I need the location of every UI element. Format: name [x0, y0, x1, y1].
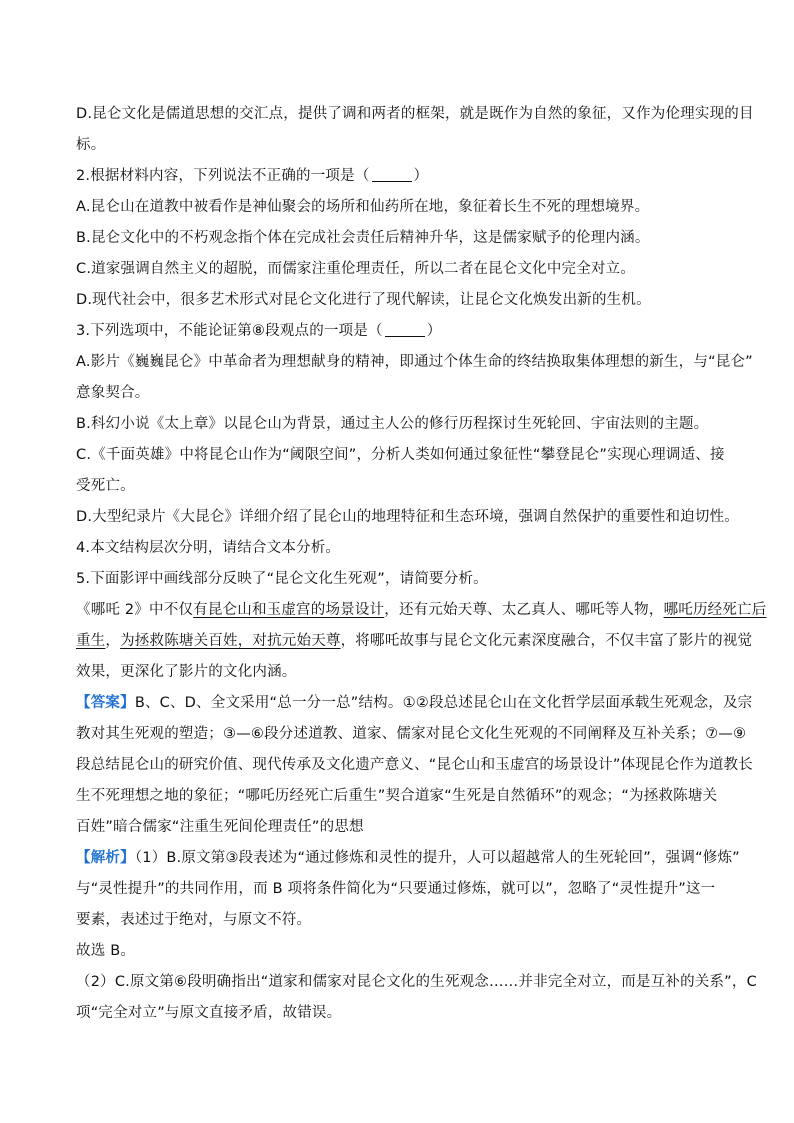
answer-line3: 段总结昆仑山的研究价值、现代传承及文化遗产意义、“昆仑山和玉虚宫的场景设计”体现昆仑作为道教长: [76, 757, 753, 773]
q5-l1-text-b: ，还有元始天尊、太乙真人、哪吒等人物，: [384, 602, 664, 618]
q3-option-b: B.科幻小说《太上章》以昆仑山为背景，通过主人公的修行历程探讨生死轮回、宇宙法则的主题。: [76, 416, 709, 432]
q4-stem: 4.本文结构层次分明，请结合文本分析。: [76, 540, 341, 556]
answer-line5: 百姓”暗合儒家“注重生死间伦理责任”的思想: [76, 819, 364, 835]
q5-review-line2: [76, 626, 753, 657]
q2-stem-close: ）: [413, 168, 429, 184]
q5-l1-underline-2: 哪吒历经死亡后: [663, 602, 767, 618]
analysis-line1: [76, 843, 740, 874]
q5-l2-underline-1: 重生: [76, 633, 106, 649]
q1-option-d-line2: 标。: [76, 137, 106, 153]
q2-option-b: B.昆仑文化中的不朽观念指个体在完成社会责任后精神升华，这是儒家赋予的伦理内涵。: [76, 230, 650, 246]
q3-stem-text: 3.下列选项中，不能论证第⑧段观点的一项是（: [76, 323, 383, 339]
q2-option-d: D.现代社会中，很多艺术形式对昆仑文化进行了现代解读，让昆仑文化焕发出新的生机。: [76, 292, 651, 308]
q3-answer-blank[interactable]: [385, 322, 425, 337]
analysis-text-1: （1）B.原文第③段表述为“通过修炼和灵性的提升，人可以超越常人的生死轮回”，强调“修炼”: [134, 850, 740, 866]
q5-l2-text-b: ，将哪吒故事与昆仑文化元素深度融合，不仅丰富了影片的视觉: [340, 633, 753, 649]
q2-stem-text: 2.根据材料内容，下列说法不正确的一项是（: [76, 168, 370, 184]
answer-text-1: B、C、D、全文采用“总一分一总”结构。①②段总述昆仑山在文化哲学层面承载生死观念，及宗: [134, 695, 753, 711]
q5-l2-text-a: ，: [105, 633, 121, 649]
q5-review-line1: [76, 595, 767, 626]
q2-option-c: C.道家强调自然主义的超脱，而儒家注重伦理责任，所以二者在昆仑文化中完全对立。: [76, 261, 636, 277]
answer-line2: 教对其生死观的塑造；③—⑥段分述道教、道家、儒家对昆仑文化生死观的不同阐释及互补关系；⑦—⑨: [76, 726, 747, 742]
q3-option-c-line2: 受死亡。: [76, 478, 135, 494]
q3-stem: [76, 316, 736, 347]
answer-tag: 【答案】: [76, 695, 135, 711]
q5-l1-text-a: 《哪吒 2》中不仅: [76, 602, 194, 618]
answer-line1: [76, 688, 753, 719]
analysis-line3: 要素，表述过于绝对，与原文不符。: [76, 912, 312, 928]
q3-option-a-line2: 意象契合。: [76, 385, 150, 401]
q1-option-d-line1: D.昆仑文化是儒道思想的交汇点，提供了调和两者的框架，就是既作为自然的象征，又作为伦理实现的目: [76, 106, 754, 122]
q2-stem: [76, 161, 736, 192]
q5-stem: 5.下面影评中画线部分反映了“昆仑文化生死观”，请简要分析。: [76, 571, 488, 587]
analysis-tag: 【解析】: [76, 850, 135, 866]
q2-option-a: A.昆仑山在道教中被看作是神仙聚会的场所和仙药所在地，象征着长生不死的理想境界。: [76, 199, 650, 215]
q5-l1-underline-1: 有昆仑山和玉虚宫的场景设计: [193, 602, 385, 618]
document-body: [76, 99, 767, 1029]
analysis-line4: 故选 B。: [76, 943, 136, 959]
q2-answer-blank[interactable]: [372, 167, 412, 182]
q3-option-d: D.大型纪录片《大昆仑》详细介绍了昆仑山的地理特征和生态环境，强调自然保护的重要性和迫切性。: [76, 509, 739, 525]
q3-option-c-line1: C.《千面英雄》中将昆仑山作为“阈限空间”，分析人类如何通过象征性“攀登昆仑”实现心理调适、接: [76, 447, 725, 463]
q3-stem-close: ）: [426, 323, 442, 339]
analysis-line6: 项“完全对立”与原文直接矛盾，故错误。: [76, 1005, 342, 1021]
answer-line4: 生不死理想之地的象征；“哪吒历经死亡后重生”契合道家“生死是自然循环”的观念；“为拯救陈塘关: [76, 788, 718, 804]
analysis-line5: （2）C.原文第⑥段明确指出“道家和儒家对昆仑文化的生死观念……并非完全对立，而是互补的关系”，C: [76, 974, 757, 990]
q5-review-line3: 效果，更深化了影片的文化内涵。: [76, 664, 297, 680]
q5-l2-underline-2: 为拯救陈塘关百姓，对抗元始天尊: [120, 633, 341, 649]
analysis-line2: 与“灵性提升”的共同作用，而 B 项将条件简化为“只要通过修炼，就可以”，忽略了“灵性提升”这一: [76, 881, 716, 897]
q3-option-a-line1: A.影片《巍巍昆仑》中革命者为理想献身的精神，即通过个体生命的终结换取集体理想的新生，与“昆仑”: [76, 354, 753, 370]
